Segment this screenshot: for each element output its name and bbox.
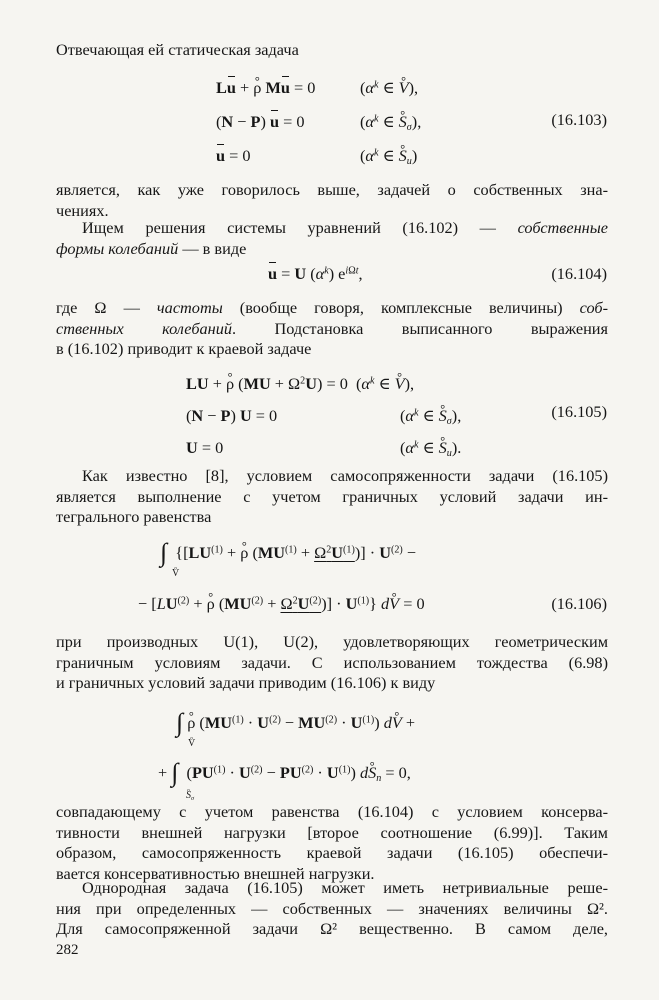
paragraph: Как известно [8], условием самосопряженности задачи (16.105) является выполнение с учетом граничных условий задачи ин- тегрального равенства [56,466,608,526]
equation-number: (16.104) [551,264,607,283]
equation-number: (16.106) [551,594,607,613]
page-number: 282 [56,942,79,958]
paragraph: совпадающему с учетом равенства (16.104) с условием консерва- тивности внешней нагрузки [второе соотношение (6.99)]. Таким образом, самосопряженность краевой задачи (16.105) обеспечи- вается консервативностью внешней нагрузки. [56,802,608,883]
book-page: Отвечающая ей статическая задача Lu + ° ρ Mu = 0 ($\alpha^k$ ∈ ° V), (N − P) u = 0 ($\alpha^k$ ∈ ° $S_\sigma$), (16.103) u = 0 ($\alpha^k$ ∈ ° $S_u$) является, как уже говорилось выше, задачей о собственных зна- чениях. Ищем решения системы уравнений (16.102) — собственные формы колебаний — в виде u = U $(\alpha^k)$ $e^{i\Omega t}$, (16.104) где Ω — частоты (вообще говоря, комплексные величины) соб- ственных колебаний. Подстановка выписанного выражения в (16.102) приводит к краевой задаче LU + ° ρ $(MU + \Omega^2U) = 0$ ($\alpha^k$ ∈ ° V), (N − P) U = 0 ($\alpha^k$ ∈ ° $S_\sigma$), (16.105) U = 0 ($\alpha^k$ ∈ ° $S_u$). Как известно [8], условием самосопряженности задачи (16.105) является выполнение с учетом граничных условий задачи ин- тегрального равенства ∫ ° V {[$LU^{(1)}$ + ° ρ $(MU^{(1)} + \Omega^2U^{(1)})] \cdot U^{(2)}$ − − [$LU^{(2)}$ + ° ρ $(MU^{(2)} + \Omega^2U^{(2)})] \cdot U^{(1)}$} d° V = 0 (16.106) при производных U(1), U(2), удовлетворяющих геометрическим граничным условиям задачи. С использованием тождества (6.98) и граничных условий задачи приводим (16.106) к виду ∫ ° V ° ρ $(MU^{(1)} \cdot U^{(2)} - MU^{(2)} \cdot U^{(1)})$ d° V + + ∫ ° $S_\sigma$ $(PU^{(1)} \cdot U^{(2)} - PU^{(2)} \cdot U^{(1)})$ d° $S_n = 0$, совпадающему с учетом равенства (16.104) с условием консерва- тивности внешней нагрузки [второе соотношение (6.99)]. Таким образом, самосопряженность краевой задачи (16.105) обеспечи- вается консервативностью внешней нагрузки. Однородная задача (16.105) может иметь нетривиальные реше- ния при определенных — собственных — значениях величины Ω². Для самосопряженной задачи Ω² вещественно. В самом деле, 282 [0,0,659,1000]
paragraph: где Ω — частоты (вообще говоря, комплексные величины) соб- ственных колебаний. Подстановка выписанного выражения в (16.102) приводит к краевой задаче [56,298,609,358]
paragraph: Однородная задача (16.105) может иметь нетривиальные реше- ния при определенных — собственных — значениях величины Ω². Для самосопряженной задачи Ω² вещественно. В самом деле, [56,878,608,938]
paragraph: является, как уже говорилось выше, задачей о собственных зна- чениях. [56,180,608,220]
paragraph: Ищем решения системы уравнений (16.102) — собственные формы колебаний — в виде [56,218,608,258]
intro-line: Отвечающая ей статическая задача [56,40,299,59]
equation-number: (16.103) [551,110,607,129]
equation-number: (16.105) [551,402,607,421]
paragraph: при производных U(1), U(2), удовлетворяющих геометрическим граничным условиям задачи. С использованием тождества (6.98) и граничных условий задачи приводим (16.106) к виду [56,632,608,692]
